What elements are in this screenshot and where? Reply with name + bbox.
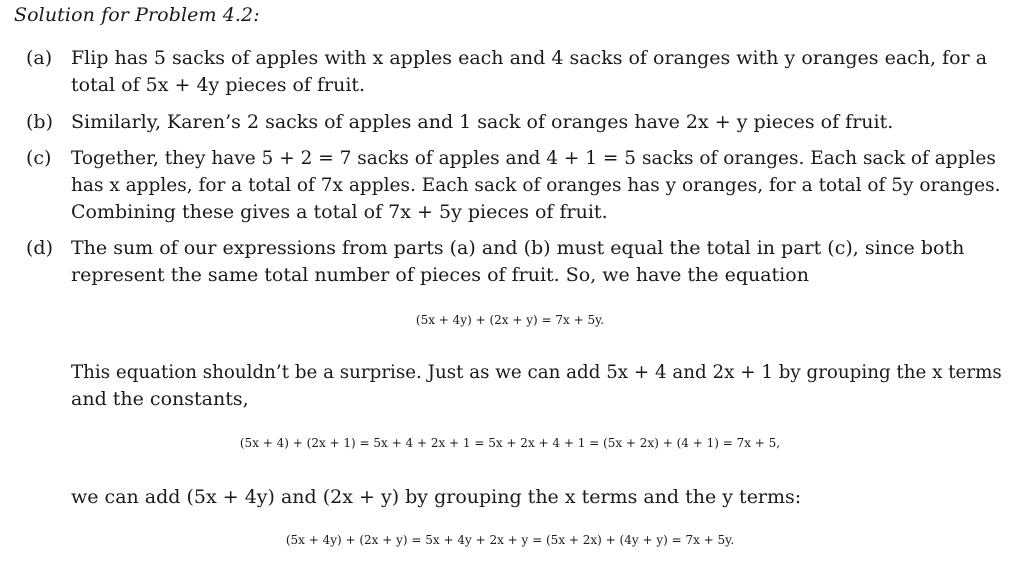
part-d-label: (d): [26, 237, 53, 259]
part-d-line-2: represent the same total number of pieces of fruit. So, we have the equation: [71, 264, 809, 286]
equation-2: (5x + 4) + (2x + 1) = 5x + 4 + 2x + 1 = 5x + 2x + 4 + 1 = (5x + 2x) + (4 + 1) = 7x + 5,: [239, 436, 781, 450]
part-c-line-2: has x apples, for a total of 7x apples. Each sack of oranges has y oranges, for a total of 5y oranges.: [71, 175, 1001, 196]
part-a-line-2: total of 5x + 4y pieces of fruit.: [71, 74, 366, 96]
part-d-paragraph-line-2: and the constants,: [71, 388, 249, 410]
equation-1: (5x + 4y) + (2x + y) = 7x + 5y.: [415, 313, 605, 327]
part-d-line-1: The sum of our expressions from parts (a) and (b) must equal the total in part (c), since both: [71, 237, 965, 259]
part-a: [26, 45, 1006, 99]
part-b-line-1: Similarly, Karen’s 2 sacks of apples and 1 sack of oranges have 2x + y pieces of fruit.: [71, 111, 894, 133]
part-b: [26, 109, 1006, 136]
part-a-label: (a): [26, 47, 53, 69]
solution-heading: Solution for Problem 4.2:: [14, 4, 260, 26]
part-c: [26, 145, 1006, 226]
part-d-paragraph-2: we can add (5x + 4y) and (2x + y) by grouping the x terms and the y terms:: [71, 486, 802, 508]
part-d-paragraph-line-1: This equation shouldn’t be a surprise. Just as we can add 5x + 4 and 2x + 1 by grouping the x terms: [71, 362, 1002, 383]
part-d: [26, 235, 1006, 289]
part-a-line-1: Flip has 5 sacks of apples with x apples each and 4 sacks of oranges with y oranges each, for a: [71, 47, 988, 69]
part-c-line-1: Together, they have 5 + 2 = 7 sacks of apples and 4 + 1 = 5 sacks of oranges. Each sack of apples: [71, 148, 996, 169]
part-d-paragraph: [71, 360, 1006, 412]
equation-3: (5x + 4y) + (2x + y) = 5x + 4y + 2x + y = (5x + 2x) + (4y + y) = 7x + 5y.: [285, 533, 735, 547]
part-c-line-3: Combining these gives a total of 7x + 5y pieces of fruit.: [71, 201, 608, 223]
part-b-label: (b): [26, 111, 53, 133]
part-c-label: (c): [26, 147, 52, 169]
